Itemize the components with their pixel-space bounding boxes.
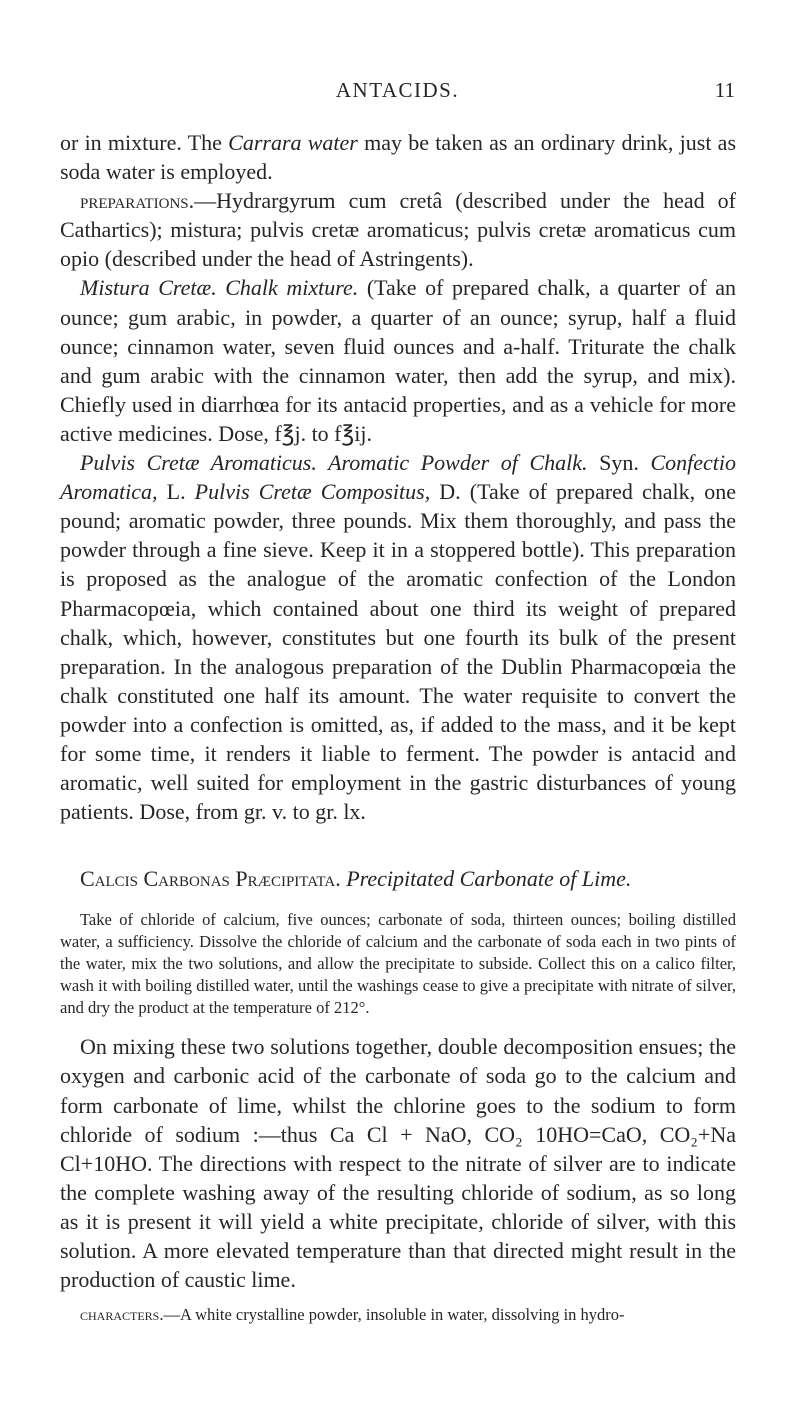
paragraph-decomposition: On mixing these two solutions together, double decomposition ensues; the oxygen and carbonic acid of the carbonate of soda go to the calcium and form carbonate of lime, whilst the chlorine goes to the sodium to form chloride of sodium :—thus Ca Cl + NaO, CO₂ 10HO=CaO, CO₂+Na Cl+10HO. The directions with respect to the nitrate of silver are to indicate the complete washing away of the resulting chloride of sodium, as so long as it is present it will yield a white precipitate, chloride of silver, with this solution. A more elevated temperature than that directed might result in the production of caustic lime. — [60, 1034, 736, 1293]
section-heading-calcis-carbonas — [60, 864, 736, 893]
heading-english: Precipitated Carbonate of Lime. — [346, 866, 632, 892]
page-number: 11 — [714, 78, 735, 102]
heading-latin: Calcis Carbonas Præcipitata. — [80, 866, 341, 892]
preparations-label: preparations. — [80, 188, 195, 214]
carrara-water-term: Carrara water — [228, 130, 358, 155]
paragraph-recipe-small: Take of chloride of calcium, five ounces; carbonate of soda, thirteen ounces; boiling distilled water, a sufficiency. Dissolve the chloride of calcium and the carbonate of soda each in two pints of the water, mix the two solutions, and allow the precipitate to subside. Collect this on a calico filter, wash it with boiling distilled water, until the washings cease to give a precipitate with nitrate of silver, and dry the product at the temperature of 212°. — [60, 910, 736, 1017]
paragraph-characters: characters.—A white crystalline powder, insoluble in water, dissolving in hydro- — [80, 1305, 625, 1325]
running-title: ANTACIDS. — [335, 78, 460, 102]
page-body — [60, 128, 736, 1326]
paragraph-preparations: preparations.—Hydrargyrum cum cretâ (described under the head of Cathartics); mistura; pulvis cretæ aromaticus; pulvis cretæ aromaticus cum opio (described under the head of Astringents). — [60, 188, 736, 272]
paragraph-pulvis-cretae: Pulvis Cretæ Aromaticus. Aromatic Powder of Chalk. Syn. Confectio Aromatica, L. Pulvis Cretæ Compositus, D. (Take of prepared chalk, one pound; aromatic powder, three pounds. Mix them thoroughly, and pass the powder through a fine sieve. Keep it in a stoppered bottle). This preparation is proposed as the analogue of the aromatic confection of the London Pharmacopœia, which contained about one third its weight of prepared chalk, which, however, constitutes but one fourth its bulk of the present preparation. In the analogous preparation of the Dublin Pharmacopœia the chalk constituted one half its amount. The water requisite to convert the powder into a confection is omitted, as, if added to the mass, and it be kept for some time, it renders it liable to ferment. The powder is antacid and aromatic, well suited for employment in the gastric disturbances of young patients. Dose, from gr. v. to gr. lx. — [60, 450, 736, 825]
paragraph-mistura-cretae: Mistura Cretæ. Chalk mixture. (Take of prepared chalk, a quarter of an ounce; gum arabic, in powder, a quarter of an ounce; syrup, half a fluid ounce; cinnamon water, seven fluid ounces and a-half. Triturate the chalk and gum arabic with the cinnamon water, then add the syrup, and mix). Chiefly used in diarrhœa for its antacid properties, and as a vehicle for more active medicines. Dose, f℥j. to f℥ij. — [60, 275, 737, 446]
pulvis-cretae-title: Pulvis Cretæ Aromaticus. Aromatic Powder of Chalk. — [80, 450, 588, 476]
characters-label: characters. — [80, 1305, 164, 1325]
paragraph-continuation: or in mixture. The Carrara water may be taken as an ordinary drink, just as soda water is employed. — [60, 130, 737, 185]
page-header — [60, 78, 735, 108]
mistura-cretae-title: Mistura Cretæ. Chalk mixture. — [80, 275, 359, 301]
